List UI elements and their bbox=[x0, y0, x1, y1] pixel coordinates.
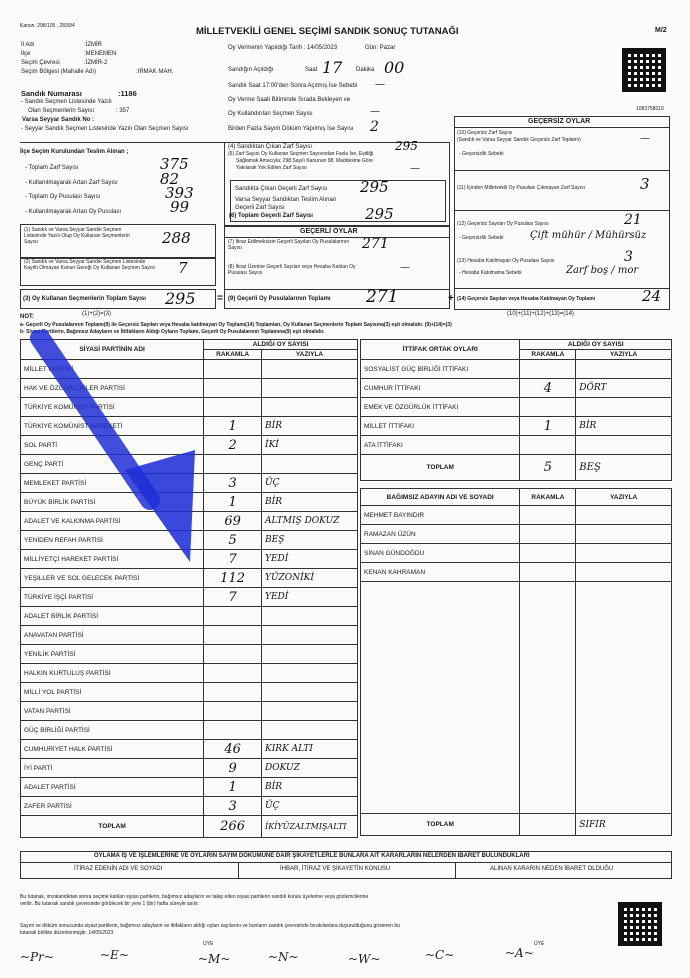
waiting-voters-label: Oy Verme Saati Bitiminde Sırada Bekleyen ve bbox=[228, 97, 351, 103]
party-votes-num: 46 bbox=[204, 740, 262, 759]
party-name: CUMHURİYET HALK PARTİSİ bbox=[21, 740, 204, 759]
party-votes-num bbox=[204, 721, 262, 740]
party-votes-word bbox=[262, 607, 358, 626]
z6-value: 295 bbox=[365, 205, 394, 223]
alliance-votes-num bbox=[520, 436, 576, 455]
g10-label-2: (Sandık ve Varsa Seyyar Sandık Geçersiz Zarf Toplamı) bbox=[457, 137, 581, 143]
signature-1: ~Pr~ bbox=[20, 950, 54, 964]
sebep-3-label: - Hesaba Katılmama Sebebi bbox=[459, 270, 522, 276]
alliance-col-votes: ALDIĞI OY SAYISI bbox=[520, 340, 672, 350]
party-name: ADALET VE KALKINMA PARTİSİ bbox=[21, 512, 204, 531]
z4-value: 295 bbox=[395, 139, 418, 153]
bolge-value: IRMAK MAH. bbox=[137, 69, 174, 75]
independent-total-label: TOPLAM bbox=[361, 814, 520, 836]
objection-title: OYLAMA İŞ VE İŞLEMLERİNE VE OYLARIN SAYIM DÖKÜMÜNE DAİR ŞİKAYETLERLE BUNLARA AİT KARARLARIN NELERDEN İBARET BULUNDUKLARI bbox=[94, 853, 530, 859]
party-votes-num: 9 bbox=[204, 759, 262, 778]
footer-para-1b: verilir. Bu tutanak sandık çevresinde görülecek bir yere 1 (bir) hafta süreyle asılır. bbox=[20, 901, 199, 907]
sandik-no-value: :1186 bbox=[118, 89, 137, 98]
objection-col-1: İTİRAZ EDENİN ADI VE SOYADI bbox=[74, 866, 163, 872]
footer-para-2: Sayım ve döküm sonucunda siyasi partilerin, bağımsız adayların ve ittifakların aldığı oyları sayılarını ve bunların sandık çevresinde bırakılanlara duyurulduğunu gösteren bu bbox=[20, 923, 400, 929]
g14-label: (14) Geçersiz Sayılan veya Hesaba Katılmayan Oy Toplamı bbox=[457, 296, 596, 302]
independent-votes-num bbox=[520, 525, 576, 544]
alliance-name: CUMHUR İTTİFAKI bbox=[361, 379, 520, 398]
party-votes-num bbox=[204, 607, 262, 626]
party-votes-word bbox=[262, 379, 358, 398]
formula-1-2-3: (1)+(2)=(3) bbox=[82, 311, 112, 317]
objection-col-2: İHBAR, İTİRAZ VE ŞİKAYETİN KONUSU bbox=[280, 866, 391, 872]
b2-value: 7 bbox=[178, 259, 188, 277]
teslim-zarf-value: 375 bbox=[160, 155, 189, 173]
party-total-label: TOPLAM bbox=[21, 816, 204, 838]
party-votes-num: 69 bbox=[204, 512, 262, 531]
recount-value: 2 bbox=[370, 119, 379, 135]
waiting-voters-label-2: Oy Kullandırılan Seçmen Sayısı bbox=[228, 111, 313, 117]
party-votes-word: YEDİ bbox=[262, 588, 358, 607]
note-a: a- Geçerli Oy Pusulalarının Toplamı(9) ile Geçersiz Sayılan veya Hesaba katılmayan Oy Toplamı(14) Toplamları, Oy Kullanan Seçmenlerin Toplam Sayısına(3) eşit olmalıdır. (9)+(14)=(3) bbox=[20, 322, 452, 328]
alliance-total-label: TOPLAM bbox=[361, 455, 520, 481]
alliance-row bbox=[361, 360, 672, 379]
party-row bbox=[21, 721, 358, 740]
g8-label: (8) İtiraz Üzerine Geçerli Sayılan veya Hesaba Katılan Oy Pusulası Sayısı bbox=[228, 264, 356, 276]
gecerli-zarf-value: 295 bbox=[360, 178, 389, 196]
party-col-name: SİYASİ PARTİNİN ADI bbox=[21, 340, 204, 360]
independent-name: MEHMET BAYINDIR bbox=[361, 506, 520, 525]
independent-votes-num bbox=[520, 563, 576, 582]
party-row bbox=[21, 588, 358, 607]
sebep-2-label: - Geçersizlik Sebebi bbox=[459, 235, 504, 241]
party-name: TÜRKİYE KOMÜNİST HAREKETİ bbox=[21, 417, 204, 436]
independent-col-num: RAKAMLA bbox=[520, 489, 576, 506]
sandik-yazili-label: - Sandık Seçmen Listesinde Yazılı bbox=[21, 99, 112, 105]
g12-label: (12) Geçersiz Sayılan Oy Pusulası Sayısı bbox=[457, 221, 549, 227]
recount-label: Birden Fazla Sayım Döküm Yapılmış İse Sayısı bbox=[228, 126, 354, 132]
teslim-title: İlçe Seçim Kurulundan Teslim Alınan ; bbox=[20, 149, 129, 155]
signature-5: ~W~ bbox=[348, 952, 381, 966]
teslim-kul-zarf-value: 82 bbox=[160, 170, 180, 188]
b1-label: (1) Sandık ve Varsa Seyyar Sandık Seçmen Listesinde Yazılı Olup Oy Kullanan Seçmenlerin Sayısı bbox=[24, 227, 130, 245]
party-votes-num bbox=[204, 645, 262, 664]
signature-2: ~E~ bbox=[100, 948, 129, 962]
late-open-label: Sandık Saat 17:00'den Sonra Açılmış İse Sebebi bbox=[228, 83, 358, 89]
party-votes-word: BİR bbox=[262, 493, 358, 512]
independent-row bbox=[361, 506, 672, 525]
uye-label-2: ÜYE bbox=[534, 941, 545, 947]
party-votes-word bbox=[262, 360, 358, 379]
acildigi-label: Sandığın Açıldığı bbox=[228, 67, 274, 73]
teslim-kul-pusula-value: 99 bbox=[170, 198, 190, 216]
party-name: MİLLİ YOL PARTİSİ bbox=[21, 683, 204, 702]
alliance-votes-word bbox=[576, 360, 672, 379]
alliance-row bbox=[361, 436, 672, 455]
footer-para-1: Bu tutanak, imzalandıktan sonra seçime katılan siyasi partilerin, bağımsız adayların ve talep eden siyasi partilerin sandık kurulu üyelerine veya gözlemcilerine bbox=[20, 894, 369, 900]
il-label: İl Adı bbox=[21, 42, 35, 48]
independent-votes-num bbox=[520, 506, 576, 525]
plus-sign: + bbox=[448, 293, 454, 304]
party-votes-num: 2 bbox=[204, 436, 262, 455]
gecersiz-title: GEÇERSİZ OYLAR bbox=[528, 118, 591, 125]
independent-votes-word bbox=[576, 506, 672, 525]
party-votes-num bbox=[204, 379, 262, 398]
signature-4: ~N~ bbox=[268, 950, 299, 964]
party-votes-num: 7 bbox=[204, 550, 262, 569]
signature-6: ~C~ bbox=[425, 948, 455, 962]
z6-label: (6) Toplam Geçerli Zarf Sayısı bbox=[229, 213, 313, 219]
ilce-label: İlçe bbox=[21, 51, 31, 57]
party-votes-num bbox=[204, 702, 262, 721]
sebep-1-label: - Geçersizlik Sebebi bbox=[459, 151, 504, 157]
party-row bbox=[21, 664, 358, 683]
party-votes-word bbox=[262, 398, 358, 417]
party-votes-word: YÜZONİKİ bbox=[262, 569, 358, 588]
party-col-votes: ALDIĞI OY SAYISI bbox=[204, 340, 358, 350]
party-votes-word bbox=[262, 455, 358, 474]
party-row bbox=[21, 778, 358, 797]
il-value: İZMİR bbox=[85, 42, 103, 48]
form-code: M/2 bbox=[655, 27, 667, 34]
uye-label-1: ÜYE bbox=[203, 941, 214, 947]
party-name: MİLLET PARTİSİ bbox=[21, 360, 204, 379]
alliance-votes-word: BİR bbox=[576, 417, 672, 436]
alliance-votes-num bbox=[520, 398, 576, 417]
waiting-voters-value: — bbox=[370, 106, 380, 117]
g13-value: 3 bbox=[624, 249, 633, 265]
party-name: BÜYÜK BİRLİK PARTİSİ bbox=[21, 493, 204, 512]
party-votes-num: 112 bbox=[204, 569, 262, 588]
independent-name: RAMAZAN ÜZÜN bbox=[361, 525, 520, 544]
independent-row bbox=[361, 525, 672, 544]
party-total-num: 266 bbox=[204, 816, 262, 838]
form-title: MİLLETVEKİLİ GENEL SEÇİMİ SANDIK SONUÇ TUTANAĞI bbox=[196, 26, 459, 37]
party-votes-num bbox=[204, 664, 262, 683]
bolge-label: Seçim Bölgesi (Mahalle Adı) bbox=[21, 69, 97, 75]
independent-votes-word bbox=[576, 544, 672, 563]
party-votes-word: İKİ bbox=[262, 436, 358, 455]
vote-date: Oy Vermenin Yapıldığı Tarih : 14/05/2023 bbox=[228, 45, 338, 51]
b3-value: 295 bbox=[165, 289, 196, 308]
party-votes-num bbox=[204, 455, 262, 474]
seyyar-zarf-label-2: Geçerli Zarf Sayısı bbox=[235, 205, 285, 211]
alliance-col-name: İTTİFAK ORTAK OYLARI bbox=[361, 340, 520, 360]
alliance-name: ATA İTTİFAKI bbox=[361, 436, 520, 455]
alliance-col-word: YAZIYLA bbox=[576, 350, 672, 360]
party-name: GÜÇ BİRLİĞİ PARTİSİ bbox=[21, 721, 204, 740]
gecerli-title: GEÇERLİ OYLAR bbox=[300, 228, 358, 235]
g12-value: 21 bbox=[624, 212, 642, 228]
sandik-olan-value: : 357 bbox=[116, 108, 130, 114]
independent-name: SİNAN GÜNDOĞDU bbox=[361, 544, 520, 563]
party-votes-num: 1 bbox=[204, 493, 262, 512]
alliance-total-word: BEŞ bbox=[576, 455, 672, 481]
signature-3: ~M~ bbox=[198, 952, 231, 966]
party-row bbox=[21, 759, 358, 778]
ilce-value: MENEMEN bbox=[85, 51, 117, 57]
party-name: TÜRKİYE İŞÇİ PARTİSİ bbox=[21, 588, 204, 607]
party-name: VATAN PARTİSİ bbox=[21, 702, 204, 721]
party-votes-num bbox=[204, 360, 262, 379]
party-votes-word bbox=[262, 702, 358, 721]
dakika-label: Dakika bbox=[356, 67, 375, 73]
party-votes-num: 5 bbox=[204, 531, 262, 550]
alliance-col-num: RAKAMLA bbox=[520, 350, 576, 360]
party-name: HAK VE ÖZGÜRLÜKLER PARTİSİ bbox=[21, 379, 204, 398]
late-open-value: — bbox=[375, 79, 385, 90]
alliance-votes-num bbox=[520, 360, 576, 379]
party-votes-word bbox=[262, 721, 358, 740]
party-name: YEŞİLLER VE SOL GELECEK PARTİSİ bbox=[21, 569, 204, 588]
independent-total-word: SIFIR bbox=[576, 814, 672, 836]
party-name: YENİDEN REFAH PARTİSİ bbox=[21, 531, 204, 550]
location-block: İl Adı : İZMİR İlçe : MENEMEN Seçim Çevresi : İZMİR-2 Seçim Bölgesi (Mahalle Adı) : IRMAK MAH. bbox=[21, 42, 221, 78]
g7-value: 271 bbox=[362, 236, 389, 252]
kanun-ref: Kanun: 298/105 , 2839/4 bbox=[20, 23, 75, 29]
saat-value: 17 bbox=[322, 58, 343, 77]
party-votes-num bbox=[204, 398, 262, 417]
alliance-total-num: 5 bbox=[520, 455, 576, 481]
party-col-word: YAZIYLA bbox=[262, 350, 358, 360]
z4-label: (4) Sandıktan Çıkan Zarf Sayısı bbox=[228, 144, 313, 150]
party-votes-word bbox=[262, 664, 358, 683]
alliance-votes-word: DÖRT bbox=[576, 379, 672, 398]
independent-votes-word bbox=[576, 525, 672, 544]
party-votes-word: ÜÇ bbox=[262, 474, 358, 493]
seyyar-list-label: - Seyyar Sandık Seçmen Listesinde Yazılı Olan Seçmen Sayısı bbox=[21, 126, 189, 132]
alliance-votes-word bbox=[576, 398, 672, 417]
z5-label-3: Yakılarak Yok Edilen Zarf Sayısı bbox=[236, 165, 307, 171]
party-row bbox=[21, 607, 358, 626]
footer-para-2b: tutanak birlikte düzenlenmiştir. 14/05/2023 bbox=[20, 930, 114, 936]
g7-label: (7) İtiraz Edilmeksizin Geçerli Sayılan Oy Pusulalarının Sayısı bbox=[228, 239, 350, 251]
party-votes-num bbox=[204, 626, 262, 645]
party-votes-num: 7 bbox=[204, 588, 262, 607]
alliance-row bbox=[361, 417, 672, 436]
z5-value: — bbox=[410, 163, 420, 174]
alliance-votes-word bbox=[576, 436, 672, 455]
teslim-kul-zarf-label: - Kullanılmayarak Artan Zarf Sayısı bbox=[25, 180, 118, 186]
formula-10-14: (10)+(11)+(12)+(13)=(14) bbox=[507, 311, 574, 317]
g8-value: — bbox=[400, 262, 410, 273]
party-votes-word bbox=[262, 645, 358, 664]
party-name: ZAFER PARTİSİ bbox=[21, 797, 204, 816]
cevre-label: Seçim Çevresi bbox=[21, 60, 60, 66]
party-votes-word: DOKUZ bbox=[262, 759, 358, 778]
party-votes-word: ÜÇ bbox=[262, 797, 358, 816]
alliance-table bbox=[360, 339, 672, 836]
party-row bbox=[21, 626, 358, 645]
g10-label: (10) Geçersiz Zarf Sayısı bbox=[457, 130, 513, 136]
party-votes-word: YEDİ bbox=[262, 550, 358, 569]
objection-col-3: ALINAN KARARIN NEDEN İBARET OLDUĞU bbox=[490, 866, 614, 872]
saat-label: Saat bbox=[305, 67, 318, 73]
cevre-value: İZMİR-2 bbox=[85, 60, 108, 66]
barcode-id: 1083758010 bbox=[636, 106, 664, 112]
party-votes-num: 3 bbox=[204, 474, 262, 493]
g14-value: 24 bbox=[642, 287, 662, 305]
g9-label: (9) Geçerli Oy Pusulalarının Toplamı bbox=[228, 296, 331, 302]
dakika-value: 00 bbox=[384, 58, 405, 77]
party-votes-word bbox=[262, 626, 358, 645]
party-row bbox=[21, 740, 358, 759]
sebep-3-value: Zarf boş / mor bbox=[566, 265, 639, 276]
party-name: ANAVATAN PARTİSİ bbox=[21, 626, 204, 645]
sebep-2-value: Çift mühür / Mühürsüz bbox=[530, 230, 647, 241]
party-row bbox=[21, 702, 358, 721]
g10-value: — bbox=[640, 133, 650, 144]
party-votes-word: KIRK ALTI bbox=[262, 740, 358, 759]
alliance-name: MİLLET İTTİFAKI bbox=[361, 417, 520, 436]
party-votes-num: 1 bbox=[204, 778, 262, 797]
party-name: ADALET PARTİSİ bbox=[21, 778, 204, 797]
z5-label: (5) Zarf Sayısı Oy Kullanan Seçmen Sayısından Fazla İse, Eşitliği bbox=[228, 151, 374, 157]
sandik-olan-label: Olan Seçmenlerin Sayısı bbox=[28, 108, 95, 114]
party-votes-word: ALTMIŞ DOKUZ bbox=[262, 512, 358, 531]
g13-label: (13) Hesaba Katılmayan Oy Pusulası Sayısı bbox=[457, 258, 555, 264]
party-name: GENÇ PARTİ bbox=[21, 455, 204, 474]
alliance-name: SOSYALİST GÜÇ BİRLİĞİ İTTİFAKI bbox=[361, 360, 520, 379]
party-col-num: RAKAMLA bbox=[204, 350, 262, 360]
party-name: MEMLEKET PARTİSİ bbox=[21, 474, 204, 493]
party-votes-word: BİR bbox=[262, 778, 358, 797]
gecerli-zarf-label: Sandıkta Çıkan Geçerli Zarf Sayısı bbox=[235, 186, 328, 192]
party-votes-word bbox=[262, 683, 358, 702]
alliance-name: EMEK VE ÖZGÜRLÜK İTTİFAKI bbox=[361, 398, 520, 417]
party-name: YENİLİK PARTİSİ bbox=[21, 645, 204, 664]
party-name: SOL PARTİ bbox=[21, 436, 204, 455]
party-votes-word: BEŞ bbox=[262, 531, 358, 550]
g11-label: (11) İçinden Milletvekili Oy Pusulası Çıkmayan Zarf Sayısı bbox=[457, 185, 586, 191]
party-total-word: İKİYÜZALTMIŞALTI bbox=[262, 816, 358, 838]
teslim-kul-pusula-label: - Kullanılmayarak Artan Oy Pusulası bbox=[25, 209, 122, 215]
teslim-pusula-value: 393 bbox=[165, 184, 194, 202]
independent-votes-word bbox=[576, 563, 672, 582]
party-name: MİLLİYETÇİ HAREKET PARTİSİ bbox=[21, 550, 204, 569]
signature-7: ~A~ bbox=[505, 946, 534, 960]
qr-code-icon bbox=[622, 48, 666, 92]
alliance-votes-num: 1 bbox=[520, 417, 576, 436]
party-votes-num bbox=[204, 683, 262, 702]
blue-arrow-icon bbox=[30, 330, 210, 590]
party-votes-num: 3 bbox=[204, 797, 262, 816]
vote-day: Gün: Pazar bbox=[365, 45, 396, 51]
teslim-pusula-label: - Toplam Oy Pusulası Sayısı bbox=[25, 194, 101, 200]
party-votes-word: BİR bbox=[262, 417, 358, 436]
party-row bbox=[21, 683, 358, 702]
independent-name: KENAN KAHRAMAN bbox=[361, 563, 520, 582]
party-votes-num: 1 bbox=[204, 417, 262, 436]
equals-sign-1: = bbox=[217, 293, 223, 304]
b1-value: 288 bbox=[162, 229, 191, 247]
sandik-no-label: Sandık Numarası bbox=[21, 89, 82, 98]
party-row bbox=[21, 645, 358, 664]
b2-label: (2) Sandık ve Varsa Seyyar Sandık Seçmen Listesinde Kayıtlı Olmayan Kanun Gereği Oy Kullanan Seçmen Sayısı bbox=[24, 259, 156, 271]
note-label: NOT: bbox=[20, 314, 34, 320]
seyyar-no-label: Varsa Seyyar Sandık No : bbox=[22, 117, 95, 123]
party-name: İYİ PARTİ bbox=[21, 759, 204, 778]
g11-value: 3 bbox=[640, 175, 650, 193]
seyyar-zarf-label: Varsa Seyyar Sandıktan Teslim Alınan bbox=[235, 197, 337, 203]
alliance-row bbox=[361, 379, 672, 398]
independent-row bbox=[361, 544, 672, 563]
note-b: b- Siyasi Partilerin, Bağımsız Adayların ve İttifakların Aldığı Oyların Toplamı, Geçerli Oy Pusulalarının Toplamına(9) eşit olmalıdır. bbox=[20, 329, 325, 335]
party-name: HALKIN KURTULUŞ PARTİSİ bbox=[21, 664, 204, 683]
teslim-zarf-label: - Toplam Zarf Sayısı bbox=[25, 165, 79, 171]
independent-col-name: BAĞIMSIZ ADAYIN ADI VE SOYADI bbox=[361, 489, 520, 506]
alliance-row bbox=[361, 398, 672, 417]
independent-col-word: YAZIYLA bbox=[576, 489, 672, 506]
party-row bbox=[21, 797, 358, 816]
alliance-votes-num: 4 bbox=[520, 379, 576, 398]
party-name: ADALET BİRLİK PARTİSİ bbox=[21, 607, 204, 626]
party-name: TÜRKİYE KOMÜNİST PARTİSİ bbox=[21, 398, 204, 417]
z5-label-2: Sağlamak Amacıyla; 298 Sayılı Kanunun 98. Maddesine Göre bbox=[236, 158, 374, 164]
g9-value: 271 bbox=[366, 287, 399, 307]
b3-label: (3) Oy Kullanan Seçmenlerin Toplam Sayısı bbox=[23, 296, 146, 302]
independent-votes-num bbox=[520, 544, 576, 563]
footer-qr-code-icon bbox=[618, 902, 662, 946]
independent-row bbox=[361, 563, 672, 582]
